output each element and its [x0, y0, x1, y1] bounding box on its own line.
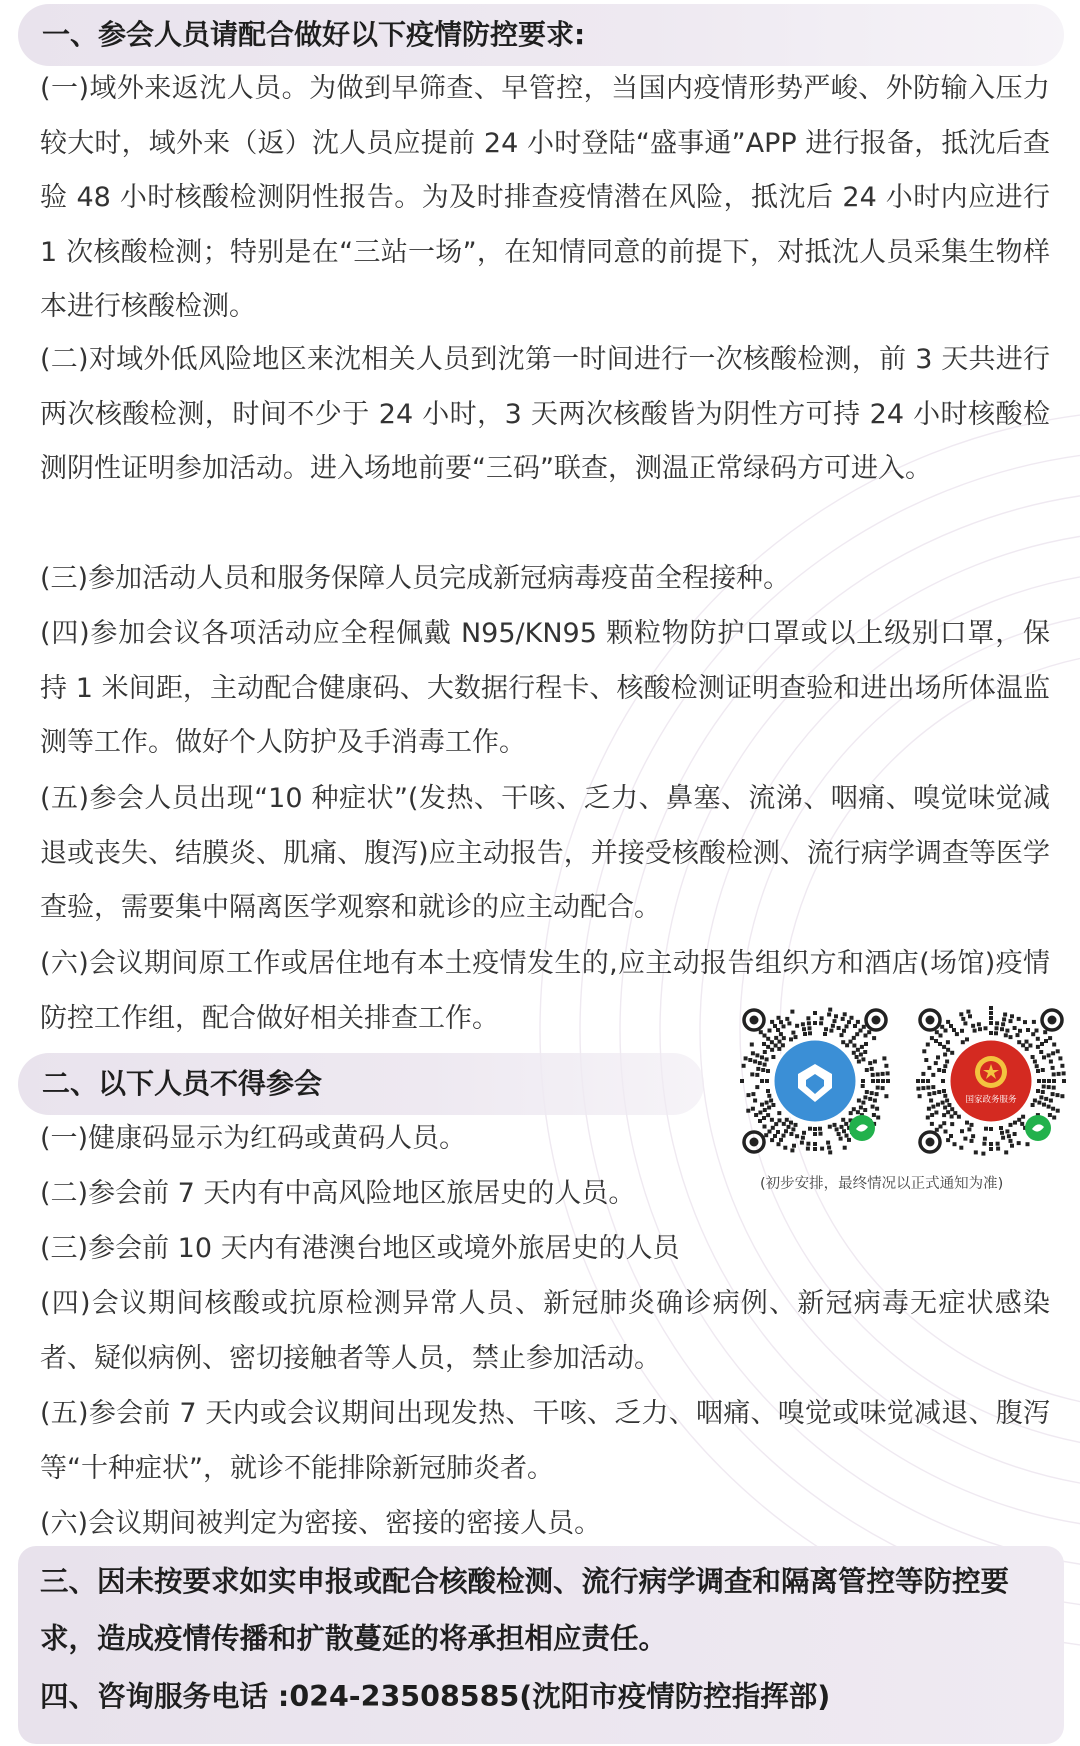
- section1-item-5: (五)参会人员出现“10 种症状”(发热、干咳、乏力、鼻塞、流涕、咽痛、嗅觉味觉减退或丧失、结膜炎、肌痛、腹泻)应主动报告，并接受核酸检测、流行病学调查等医学查验，需要集中隔离医学观察和就诊的应主动配合。: [40, 783, 1050, 923]
- section2-item-3: (三)参会前 10 天内有港澳台地区或境外旅居史的人员: [40, 1233, 680, 1264]
- qr-code-right[interactable]: [912, 1002, 1070, 1160]
- section2-item-1: (一)健康码显示为红码或黄码人员。: [40, 1123, 467, 1154]
- section2-item-6: (六)会议期间被判定为密接、密接的密接人员。: [40, 1508, 602, 1539]
- section2-item-5: (五)参会前 7 天内或会议期间出现发热、干咳、乏力、咽痛、嗅觉或味觉减退、腹泻等“十种症状”，就诊不能排除新冠肺炎者。: [40, 1398, 1050, 1484]
- section1-item-6: (六)会议期间原工作或居住地有本土疫情发生的,应主动报告组织方和酒店(场馆)疫情防控工作组，配合做好相关排查工作。: [40, 948, 1050, 1034]
- section1-item-3: (三)参加活动人员和服务保障人员完成新冠病毒疫苗全程接种。: [40, 563, 791, 594]
- qr-caption: (初步安排，最终情况以正式通知为准): [760, 1176, 1004, 1192]
- section1-item-1: (一)域外来返沈人员。为做到早筛查、早管控，当国内疫情形势严峻、外防输入压力较大时，域外来（返）沈人员应提前 24 小时登陆“盛事通”APP 进行报备，抵沈后查验 48 小时核酸检测阴性报告。为及时排查疫情潜在风险，抵沈后 24 小时内应进行 1 次核酸检测；特别是在“三站一场”，在知情同意的前提下，对抵沈人员采集生物样本进行核酸检测。: [40, 73, 1050, 322]
- section2-item-2: (二)参会前 7 天内有中高风险地区旅居史的人员。: [40, 1178, 636, 1209]
- section-4-text: 四、咨询服务电话 :024-23508585(沈阳市疫情防控指挥部): [40, 1680, 831, 1713]
- section2-item-4: (四)会议期间核酸或抗原检测异常人员、新冠肺炎确诊病例、新冠病毒无症状感染者、疑似病例、密切接触者等人员，禁止参加活动。: [40, 1288, 1050, 1374]
- qr-code-left[interactable]: [736, 1002, 894, 1160]
- national-emblem-icon: [975, 1056, 1007, 1088]
- section-heading-2: 二、以下人员不得参会: [18, 1053, 704, 1115]
- qr-right-label: 国家政务服务: [965, 1095, 1017, 1105]
- section1-item-4: (四)参加会议各项活动应全程佩戴 N95/KN95 颗粒物防护口罩或以上级别口罩，保持 1 米间距，主动配合健康码、大数据行程卡、核酸检测证明查验和进出场所体温监测等工作。做好个人防护及手消毒工作。: [40, 618, 1050, 758]
- section-heading-1: 一、参会人员请配合做好以下疫情防控要求:: [18, 4, 1064, 66]
- section1-item-2: (二)对域外低风险地区来沈相关人员到沈第一时间进行一次核酸检测，前 3 天共进行两次核酸检测，时间不少于 24 小时，3 天两次核酸皆为阴性方可持 24 小时核酸检测阴性证明参加活动。进入场地前要“三码”联查，测温正常绿码方可进入。: [40, 344, 1050, 484]
- section-3-text: 三、因未按要求如实申报或配合核酸检测、流行病学调查和隔离管控等防控要求，造成疫情传播和扩散蔓延的将承担相应责任。: [40, 1565, 1010, 1655]
